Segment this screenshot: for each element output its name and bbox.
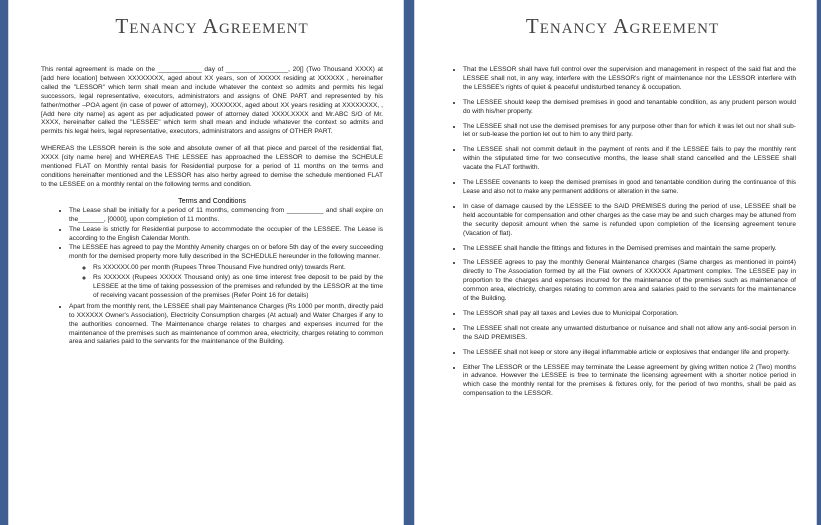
list-item: • The Lease shall be initially for a period of 11 months, commencing from __________ and shall expire on the_______, [0000], upon completion of 11 months. xyxy=(69,207,383,225)
document-page-left xyxy=(8,0,404,525)
sub-list-item: ◦ Rs XXXXXX.00 per month (Rupees Three Thousand Five hundred only) towards Rent. xyxy=(93,264,383,273)
list-item: • The LESSEE shall not use the demised premises for any purpose other than for which it was let out nor shall sub-let or sub-lease the portion let out to him to any third party. xyxy=(463,123,796,141)
terms-heading: Terms and Conditions xyxy=(178,197,246,205)
page-title: Tenancy Agreement xyxy=(115,14,309,38)
document-page-right xyxy=(414,0,817,525)
list-item: • The LESSEE shall not keep or store any illegal inflammable article or explosives that endanger life and property. xyxy=(463,349,796,358)
list-item: • The LESSEE agrees to pay the monthly General Maintenance charges (Same charges as mentioned in point4) directly to The Association formed by all the Flat owners of XXXXXX Apartment complex. The LESSEE pay in proportion to the charges and expenses incurred for the maintenance of the premises such as maintenance of common area, electricity, charges relating to common area and salaries paid to the servants for the maintenance of the Building. xyxy=(463,259,796,304)
list-item-text: The LESSEE has agreed to pay the Monthly Amenity charges on or before 5th day of the every succeeding month for the demised property more fully described in the SCHEDULE hereunder in the following manner. xyxy=(69,244,383,261)
terms-list xyxy=(449,66,796,399)
sub-list-item: ◦ Rs XXXXXX (Rupees XXXXX Thousand only) as one time interest free deposit to be paid by the LESSEE at the time of taking possession of the premises and refunded by the LESSOR at the time of receiving vacant possession of the premises (Refer Point 16 for details) xyxy=(93,274,383,301)
list-item: • Apart from the monthly rent, the LESSEE shall pay Maintenance Charges (Rs 1000 per month, directly paid to XXXXXX Owner's Association), Electricity Consumption charges (At actual) and Water Charges if any to the authorities concerned. The Maintenance charge relates to charges and expenses incurred for the maintenance of the premises such as maintenance of common area, electricity, charges relating to common area and salaries paid to the servants for the maintenance of the Building. xyxy=(69,303,383,348)
list-item: • The LESSEE should keep the demised premises in good and tenantable condition, as any prudent person would do with his/her property. xyxy=(463,99,796,117)
list-item: • The Lease is strictly for Residential purpose to accommodate the occupier of the LESSEE. The Lease is according to the English Calendar Month. xyxy=(69,226,383,244)
whereas-paragraph: WHEREAS the LESSOR herein is the sole and absolute owner of all that piece and parcel of the residential flat, XXXX [city name here] and WHEREAS THE LESSEE has approached the LESSOR to demise the SCHEULE mentioned FLAT on Monthly rental basis for Residential purpose for a period of 11 months on the terms and conditions hereinafter mentioned and the LESSOR has also herby agreed to demise the schedule mentioned FLAT to the LESSEE on a monthly rental on the following terms and condition. xyxy=(41,145,383,188)
list-item: • The LESSEE shall not commit default in the payment of rents and if the LESSEE fails to pay the monthly rent within the stipulated time for two consecutive months, the lease shall stand cancelled and the LESSEE shall vacate the FLAT forthwith. xyxy=(463,146,796,173)
list-item: • The LESSEE shall not create any unwanted disturbance or nuisance and shall not allow any anti-social person in the SAID PREMISES. xyxy=(463,325,796,343)
list-item: • That the LESSOR shall have full control over the supervision and management in respect of the said flat and the LESSEE shall not, in any way, interfere with the LESSOR's right of maintenance nor the LESSOR interfere with the LESSEE's rights of quiet & peaceful undisturbed tenancy & occupation. xyxy=(463,66,796,93)
list-item: • In case of damage caused by the LESSEE to the SAID PREMISES during the period of use, LESSEE shall be held accountable for compensation and other charges as the case may be and such charges may be attuned from the security deposit amount when the same is refunded upon completion of the licensing agreement tenure (Vacation of flat). xyxy=(463,203,796,239)
list-item xyxy=(69,244,383,300)
list-item: • The LESSEE shall handle the fittings and fixtures in the Demised premises and maintain the same properly. xyxy=(463,245,796,254)
list-item: • The LESSOR shall pay all taxes and Levies due to Municipal Corporation. xyxy=(463,310,796,319)
intro-paragraph: This rental agreement is made on the ____________ day of _________________, 20[] (Two Thousand XXXX) at [add here location] between XXXXXXXX, aged about XX years, son of XXXXX residing at XXXXXX , hereinafter called the "LESSOR" which term shall mean and include whatever the context so admits and permits his legal successors, legal representative, executors, administrators and assigns of ONE PART and represented by his father/mother –POA agent (in case of power of attorney), XXXXXXX, aged about XX years residing at XXXXXXXX, , [Add here city name] as agent as per adjudicated power of attorney dated XXXX.XXXX and Mr.ABC S/O of Mr. XXXX, hereinafter called the "LESSEE" which term shall mean and include whatever the context so admits and permits his legal heirs, legal representative, executors, administrators and assigns of OTHER PART. xyxy=(41,66,383,136)
list-item: • Either The LESSOR or the LESSEE may terminate the Lease agreement by giving written notice 2 (Two) months in advance. However the LESSEE is free to terminate the licensing agreement with a shorter notice period in which case the monthly rental for the premises & fixtures only, for the period of two months, shall be paid as compensation to the LESSOR. xyxy=(463,364,796,400)
sub-list xyxy=(69,264,383,301)
list-item: • The LESSEE covenants to keep the demised premises in good and tenantable condition during the continuance of this Lease and also not to make any permanent additions or alteration in the same. xyxy=(463,179,796,197)
terms-list xyxy=(41,207,383,348)
page-title: Tenancy Agreement xyxy=(525,14,720,38)
